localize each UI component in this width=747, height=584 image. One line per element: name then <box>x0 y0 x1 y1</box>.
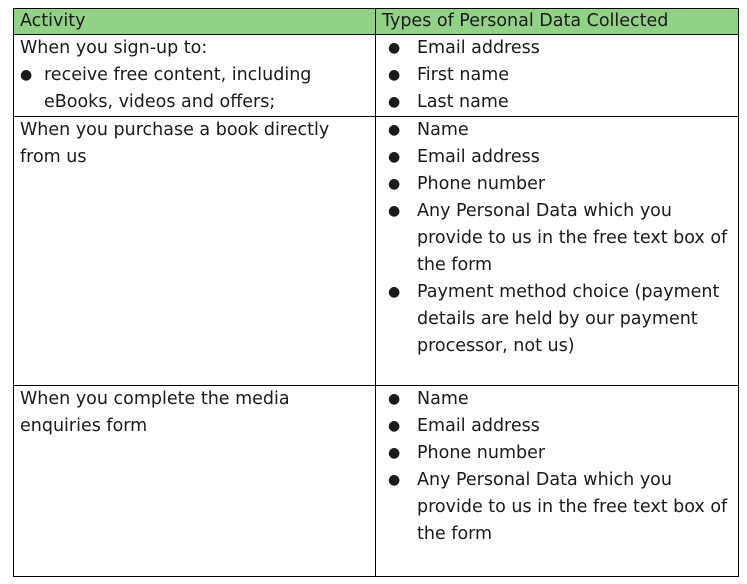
list-item <box>384 117 732 144</box>
activity-cell <box>14 386 376 577</box>
list-item-text: First name <box>417 65 510 85</box>
list-item <box>384 171 732 198</box>
activity-cell <box>14 117 376 386</box>
activity-cell <box>14 35 376 117</box>
types-bullet-list <box>384 117 732 360</box>
activity-text: When you complete the media enquiries form <box>20 389 290 436</box>
list-item-text: Phone number <box>417 443 546 463</box>
bullet-icon: ● <box>388 40 401 56</box>
list-item-text: Last name <box>417 92 509 112</box>
types-bullet-list <box>384 386 732 548</box>
bullet-icon: ● <box>388 149 401 165</box>
list-item-text: receive free content, including eBooks, videos and offers; <box>44 65 312 112</box>
header-activity: Activity <box>14 9 376 35</box>
list-item-text: Email address <box>417 147 540 167</box>
list-item <box>384 35 732 62</box>
list-item <box>384 144 732 171</box>
list-item <box>384 386 732 413</box>
table-header-row <box>14 9 739 35</box>
types-cell <box>376 386 739 577</box>
table-row <box>14 386 739 577</box>
list-item-text: Phone number <box>417 174 546 194</box>
list-item <box>384 413 732 440</box>
list-item-text: Payment method choice (payment details are held by our payment processor, not us) <box>417 282 720 356</box>
bullet-icon: ● <box>388 418 401 434</box>
list-item-text: Any Personal Data which you provide to us in the free text box of the form <box>417 201 728 275</box>
bullet-icon: ● <box>388 203 401 219</box>
bullet-icon: ● <box>388 391 401 407</box>
bullet-icon: ● <box>388 445 401 461</box>
activity-bullet-list <box>20 62 369 116</box>
activity-text: When you purchase a book directly from us <box>20 120 330 167</box>
list-item-text: Email address <box>417 38 540 58</box>
table-row <box>14 35 739 117</box>
bullet-icon: ● <box>388 472 401 488</box>
list-item-text: Name <box>417 120 469 140</box>
personal-data-table <box>13 8 739 577</box>
types-cell <box>376 117 739 386</box>
list-item <box>384 198 732 279</box>
list-item <box>384 467 732 548</box>
list-item <box>20 62 369 116</box>
bullet-icon: ● <box>388 284 401 300</box>
bullet-icon: ● <box>388 122 401 138</box>
list-item-text: Name <box>417 389 469 409</box>
list-item-text: Email address <box>417 416 540 436</box>
list-item <box>384 440 732 467</box>
bullet-icon: ● <box>20 67 33 83</box>
types-cell <box>376 35 739 117</box>
bullet-icon: ● <box>388 176 401 192</box>
list-item <box>384 62 732 89</box>
bullet-icon: ● <box>388 94 401 110</box>
activity-text: When you sign-up to: <box>20 38 208 58</box>
header-types: Types of Personal Data Collected <box>376 9 739 35</box>
bullet-icon: ● <box>388 67 401 83</box>
list-item <box>384 279 732 360</box>
list-item <box>384 89 732 116</box>
types-bullet-list <box>384 35 732 116</box>
list-item-text: Any Personal Data which you provide to us in the free text box of the form <box>417 470 728 544</box>
table-row <box>14 117 739 386</box>
